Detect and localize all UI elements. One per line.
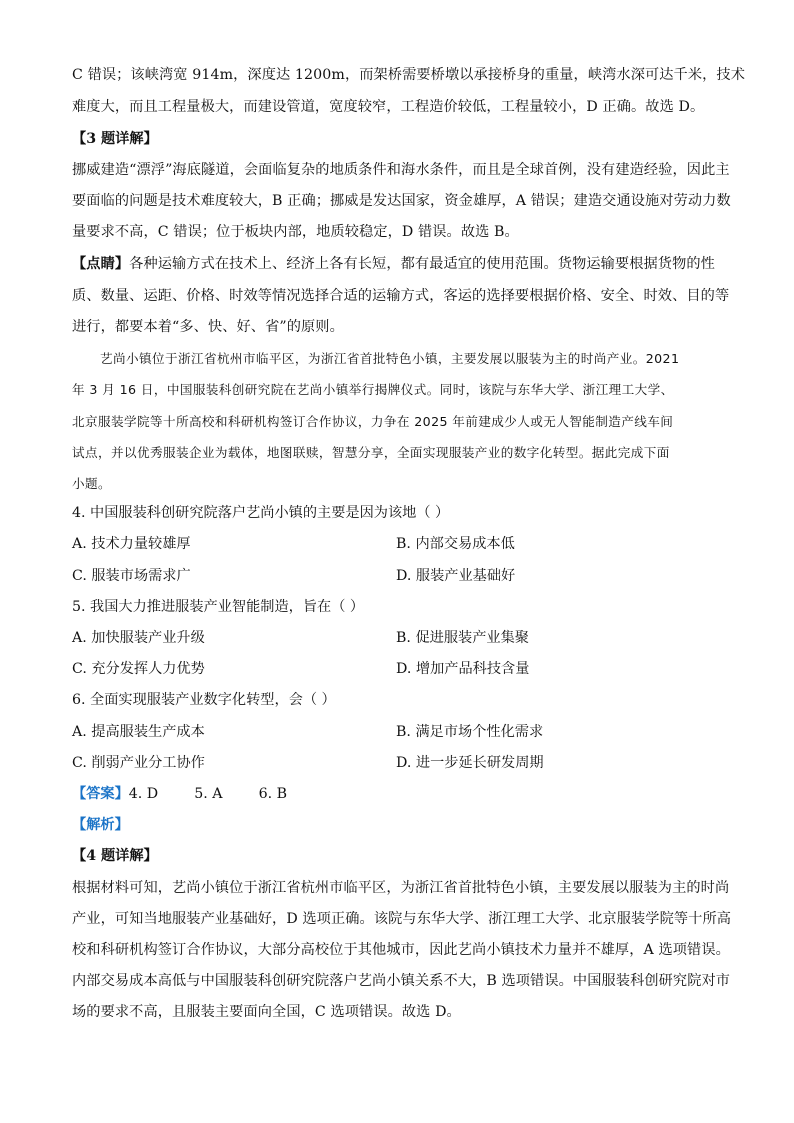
paragraph-line: 根据材料可知，艺尚小镇位于浙江省杭州市临平区，为浙江省首批特色小镇，主要发展以服装为主的时尚 xyxy=(72,880,730,896)
paragraph-line: 质、数量、运距、价格、时效等情况选择合适的运输方式，客运的选择要根据价格、安全、时效、目的等 xyxy=(72,288,730,304)
question-5: 5. 我国大力推进服装产业智能制造，旨在（ ） xyxy=(72,599,365,615)
question-4: 4. 中国服装科创研究院落户艺尚小镇的主要是因为该地（ ） xyxy=(72,505,450,521)
option-6d: D. 进一步延长研发周期 xyxy=(396,755,544,771)
material-line: 试点，并以优秀服装企业为载体，地图联赎，智慧分享，全面实现服装产业的数字化转型。据此完成下面 xyxy=(72,445,670,460)
material-line: 北京服装学院等十所高校和科研机构签订合作协议，力争在 2025 年前建成少人或无人智能制造产线车间 xyxy=(72,414,674,429)
paragraph-line: 要面临的问题是技术难度较大，B 正确；挪威是发达国家，资金雄厚，A 错误；建造交通设施对劳动力数 xyxy=(72,193,731,209)
option-5b: B. 促进服装产业集聚 xyxy=(396,630,529,646)
paragraph-line: C 错误；该峡湾宽 914m，深度达 1200m，而架桥需要桥墩以承接桥身的重量，峡湾水深可达千米，技术 xyxy=(72,67,745,83)
material-line: 艺尚小镇位于浙江省杭州市临平区，为浙江省首批特色小镇，主要发展以服装为主的时尚产业。2021 xyxy=(100,351,680,366)
material-line: 年 3 月 16 日，中国服装科创研究院在艺尚小镇举行揭牌仪式。同时，该院与东华大学、浙江理工大学、 xyxy=(72,382,674,397)
option-6a: A. 提高服装生产成本 xyxy=(72,724,205,740)
paragraph-line: 内部交易成本高低与中国服装科创研究院落户艺尚小镇关系不大，B 选项错误。中国服装科创研究院对市 xyxy=(72,973,731,989)
answer-line xyxy=(72,779,287,810)
section-heading-q4: 【4 题详解】 xyxy=(72,848,158,864)
answer-values: 4. D 5. A 6. B xyxy=(128,786,288,802)
answer-label: 【答案】 xyxy=(72,786,129,802)
dianjing-label: 【点睛】 xyxy=(72,256,130,272)
dianjing-text: 各种运输方式在技术上、经济上各有长短，都有最适宜的使用范围。货物运输要根据货物的性 xyxy=(129,256,715,272)
option-5c: C. 充分发挥人力优势 xyxy=(72,661,205,677)
option-4c: C. 服装市场需求广 xyxy=(72,568,191,584)
option-4d: D. 服装产业基础好 xyxy=(396,568,516,584)
paragraph-line: 量要求不高，C 错误；位于板块内部，地质较稳定，D 错误。故选 B。 xyxy=(72,224,519,240)
option-4b: B. 内部交易成本低 xyxy=(396,536,515,552)
question-6: 6. 全面实现服装产业数字化转型，会（ ） xyxy=(72,692,336,708)
option-6b: B. 满足市场个性化需求 xyxy=(396,724,544,740)
option-6c: C. 削弱产业分工协作 xyxy=(72,755,205,771)
paragraph-line: 校和科研机构签订合作协议，大部分高校位于其他城市，因此艺尚小镇技术力量并不雄厚，A 选项错误。 xyxy=(72,942,730,958)
paragraph-line: 进行，都要本着“多、快、好、省”的原则。 xyxy=(72,319,344,335)
section-heading-q3: 【3 题详解】 xyxy=(72,131,158,147)
dianjing-paragraph-line xyxy=(72,249,722,280)
paragraph-line: 产业，可知当地服装产业基础好，D 选项正确。该院与东华大学、浙江理工大学、北京服装学院等十所高 xyxy=(72,911,732,927)
option-5d: D. 增加产品科技含量 xyxy=(396,661,530,677)
option-5a: A. 加快服装产业升级 xyxy=(72,630,205,646)
paragraph-line: 场的要求不高，且服装主要面向全国，C 选项错误。故选 D。 xyxy=(72,1004,461,1020)
option-4a: A. 技术力量较雄厚 xyxy=(72,536,191,552)
paragraph-line: 难度大，而且工程量极大，而建设管道，宽度较窄，工程造价较低，工程量较小，D 正确。故选 D。 xyxy=(72,99,705,115)
paragraph-line: 挪威建造“漂浮”海底隧道，会面临复杂的地质条件和海水条件，而且是全球首例，没有建造经验，因此主 xyxy=(72,162,730,178)
material-line: 小题。 xyxy=(72,476,111,491)
analysis-heading: 【解析】 xyxy=(72,817,129,833)
